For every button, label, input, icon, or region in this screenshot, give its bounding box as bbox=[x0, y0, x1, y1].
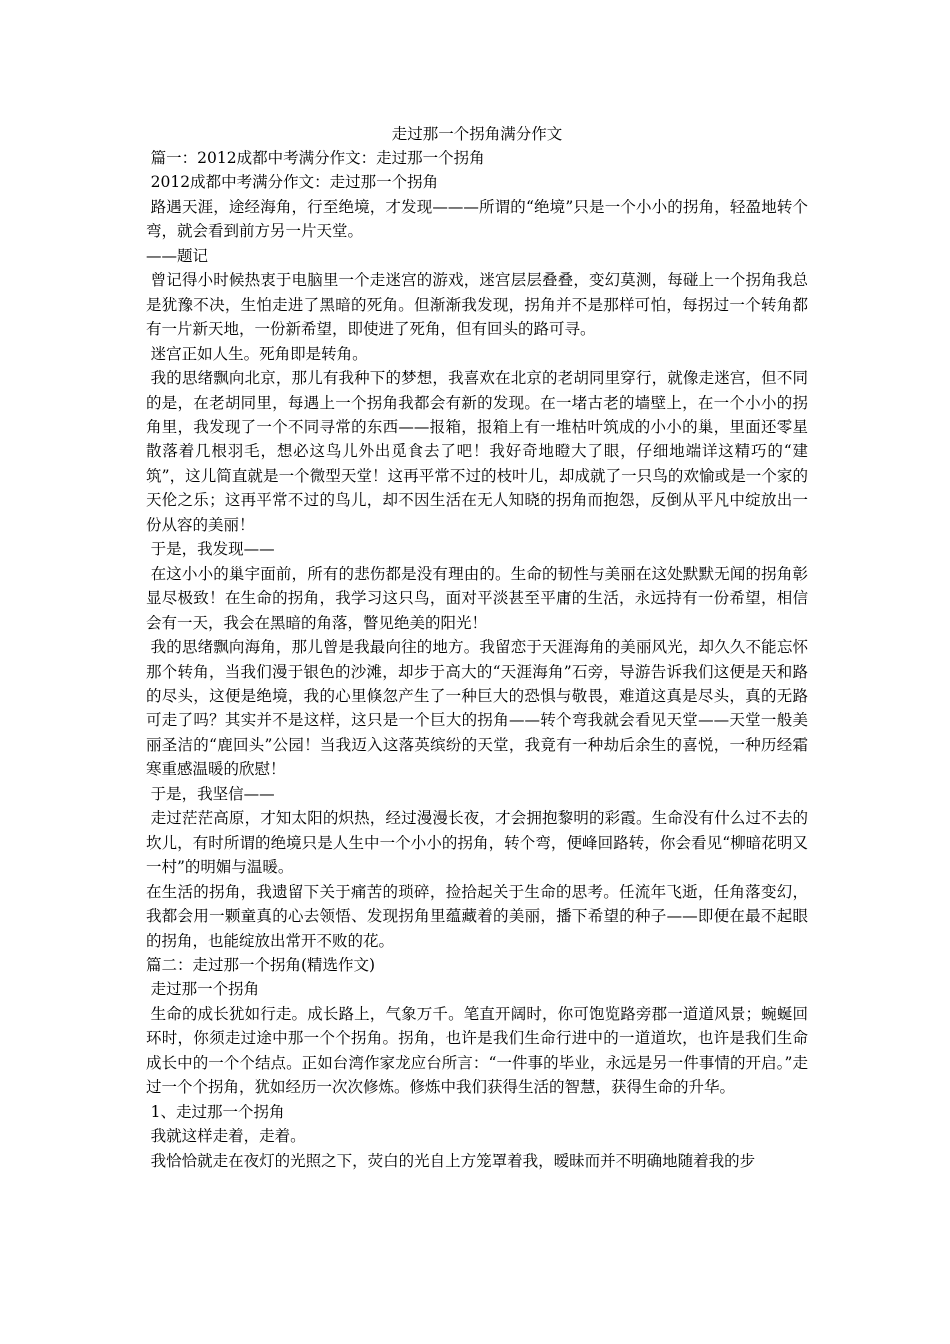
body-paragraph: 于是，我坚信—— bbox=[150, 784, 275, 803]
body-paragraph: 我就这样走着，走着。 bbox=[150, 1127, 306, 1146]
body-paragraph: 迷宫正如人生。死角即是转角。 bbox=[150, 344, 368, 363]
section-heading-2: 篇二：走过那一个拐角(精选作文) bbox=[146, 955, 376, 974]
body-paragraph: 我的思绪飘向北京，那儿有我种下的梦想，我喜欢在北京的老胡同里穿行，就像走迷宫，但不同的是，在老胡同里，每遇上一个拐角我都会有新的发现。在一堵古老的墙壁上，在一个小小的拐角里，我发现了一个不同寻常的东西——报箱，报箱上有一堆枯叶筑成的小小的巢，里面还零星散落着几根羽毛，想必这鸟儿外出觅食去了吧！我好奇地瞪大了眼，仔细地端详这精巧的“建筑”，这儿简直就是一个微型天堂！这再平常不过的枝叶儿，却成就了一只鸟的欢愉或是一个家的天伦之乐；这再平常不过的鸟儿，却不因生活在无人知晓的拐角而抱怨，反倒从平凡中绽放出一份从容的美丽！ bbox=[146, 369, 808, 534]
document-title: 走过那一个拐角满分作文 bbox=[391, 125, 563, 143]
body-paragraph: 我的思绪飘向海角，那儿曾是我最向往的地方。我留恋于天涯海角的美丽风光，却久久不能忘怀那个转角，当我们漫于银色的沙滩，却步于高大的“天涯海角”石旁，导游告诉我们这便是天和路的尽头，这便是绝境，我的心里倏忽产生了一种巨大的恐惧与敬畏，难道这真是尽头，真的无路可走了吗？其实并不是这样，这只是一个巨大的拐角——转个弯我就会看见天堂——天堂一般美丽圣洁的“鹿回头”公园！当我迈入这落英缤纷的天堂，我竟有一种劫后余生的喜悦，一种历经霜寒重感温暖的欣慰！ bbox=[146, 638, 808, 779]
subsection-heading: 1、走过那一个拐角 bbox=[150, 1102, 285, 1121]
body-paragraph: 生命的成长犹如行走。成长路上，气象万千。笔直开阔时，你可饱览路旁郡一道道风景；蜿蜒回环时，你须走过途中那一个个拐角。拐角，也许是我们生命行进中的一道道坎，也许是我们生命成长中的一个个结点。正如台湾作家龙应台所言：“一件事的毕业，永远是另一件事情的开启。”走过一个个拐角，犹如经历一次次修炼。修炼中我们获得生活的智慧，获得生命的升华。 bbox=[146, 1004, 808, 1097]
body-paragraph: 在这小小的巢宇面前，所有的悲伤都是没有理由的。生命的韧性与美丽在这处默默无闻的拐角彰显尽极致！在生命的拐角，我学习这只鸟，面对平淡甚至平庸的生活，永远持有一份希望，相信会有一天，我会在黑暗的角落，瞥见绝美的阳光！ bbox=[146, 564, 808, 632]
body-paragraph: 走过茫茫高原，才知太阳的炽热，经过漫漫长夜，才会拥抱黎明的彩霞。生命没有什么过不去的坎儿，有时所谓的绝境只是人生中一个小小的拐角，转个弯，便峰回路转，你会看见“柳暗花明又一村”的明媚与温暖。 bbox=[146, 809, 808, 877]
body-paragraph: 我恰恰就走在夜灯的光照之下，荧白的光自上方笼罩着我，暧昧而并不明确地随着我的步 bbox=[150, 1151, 756, 1170]
epigraph-attribution: ——题记 bbox=[146, 246, 209, 265]
essay-title-1: 2012成都中考满分作文：走过那一个拐角 bbox=[150, 173, 439, 192]
body-paragraph: 路遇天涯，途经海角，行至绝境，才发现———所谓的“绝境”只是一个小小的拐角，轻盈地转个弯，就会看到前方另一片天堂。 bbox=[146, 197, 808, 241]
essay-title-2: 走过那一个拐角 bbox=[150, 980, 260, 999]
body-paragraph: 于是，我发现—— bbox=[150, 540, 275, 559]
body-paragraph: 曾记得小时候热衷于电脑里一个走迷宫的游戏，迷宫层层叠叠，变幻莫测，每碰上一个拐角我总是犹豫不决，生怕走进了黑暗的死角。但渐渐我发现，拐角并不是那样可怕，每拐过一个转角都有一片新天地，一份新希望，即使进了死角，但有回头的路可寻。 bbox=[146, 271, 808, 339]
document-page bbox=[146, 122, 808, 1173]
body-paragraph: 在生活的拐角，我遗留下关于痛苦的琐碎，捡拾起关于生命的思考。任流年飞逝，任角落变幻，我都会用一颗童真的心去领悟、发现拐角里蕴藏着的美丽，播下希望的种子——即便在最不起眼的拐角，也能绽放出常开不败的花。 bbox=[146, 882, 808, 950]
section-heading-1: 篇一：2012成都中考满分作文：走过那一个拐角 bbox=[150, 149, 485, 167]
